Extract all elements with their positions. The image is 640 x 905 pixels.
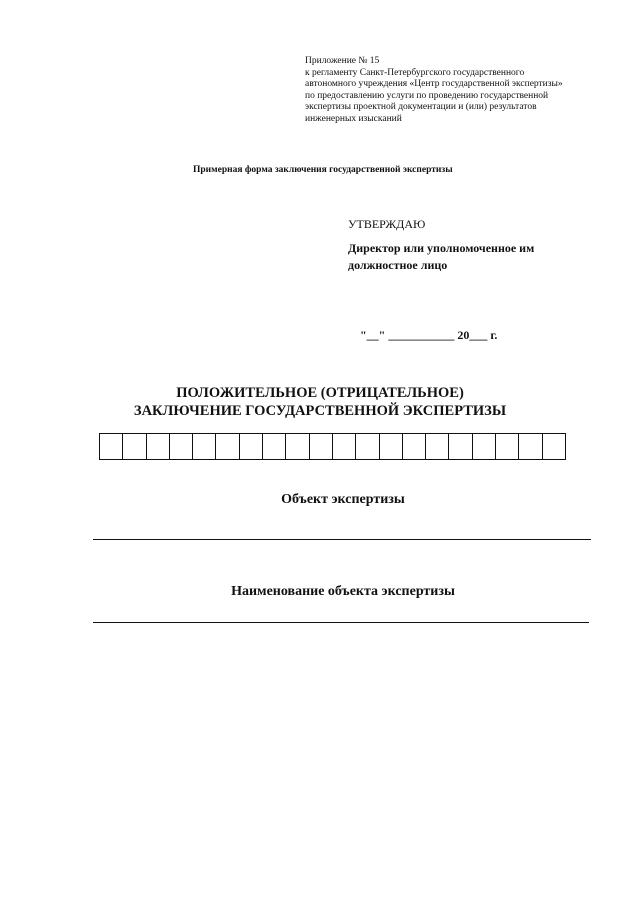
heading-line: ПОЛОЖИТЕЛЬНОЕ (ОТРИЦАТЕЛЬНОЕ) bbox=[176, 385, 464, 401]
number-cell bbox=[240, 433, 263, 460]
approver-line: Директор или уполномоченное им bbox=[348, 241, 535, 255]
number-cell bbox=[449, 433, 472, 460]
object-name-label: Наименование объекта экспертизы bbox=[231, 584, 455, 599]
number-cell bbox=[100, 433, 123, 460]
number-cell bbox=[193, 433, 216, 460]
number-cell bbox=[356, 433, 379, 460]
number-cell bbox=[333, 433, 356, 460]
appendix-line: к регламенту Санкт-Петербургского государственного bbox=[305, 67, 525, 78]
approval-date-line: "__" ___________ 20___ г. bbox=[360, 328, 498, 342]
form-title: Примерная форма заключения государственной экспертизы bbox=[193, 165, 453, 175]
appendix-line: экспертизы проектной документации и (или) результатов bbox=[305, 102, 537, 113]
number-cell bbox=[286, 433, 309, 460]
number-cell bbox=[123, 433, 146, 460]
heading-line: ЗАКЛЮЧЕНИЕ ГОСУДАРСТВЕННОЙ ЭКСПЕРТИЗЫ bbox=[133, 403, 507, 419]
appendix-note bbox=[305, 56, 605, 126]
number-cell bbox=[403, 433, 426, 460]
appendix-line: автономного учреждения «Центр государственной экспертизы» bbox=[305, 79, 563, 90]
number-cell bbox=[496, 433, 519, 460]
number-cell bbox=[147, 433, 170, 460]
object-label: Объект экспертизы bbox=[281, 492, 405, 507]
approve-label: УТВЕРЖДАЮ bbox=[348, 217, 426, 231]
number-cell bbox=[519, 433, 542, 460]
registration-number-cells bbox=[99, 433, 566, 460]
appendix-line: инженерных изысканий bbox=[305, 113, 402, 124]
number-cell bbox=[380, 433, 403, 460]
number-cell bbox=[310, 433, 333, 460]
number-cell bbox=[426, 433, 449, 460]
appendix-line: по предоставлению услуги по проведению государственной bbox=[305, 90, 549, 101]
object-name-underline bbox=[93, 622, 589, 623]
number-cell bbox=[473, 433, 496, 460]
number-cell bbox=[170, 433, 193, 460]
object-underline bbox=[93, 539, 591, 540]
number-cell bbox=[216, 433, 239, 460]
number-cell bbox=[543, 433, 566, 460]
number-cell bbox=[263, 433, 286, 460]
approver-line: должностное лицо bbox=[348, 258, 448, 272]
appendix-line: Приложение № 15 bbox=[305, 56, 380, 66]
approver-block bbox=[348, 240, 578, 274]
conclusion-heading bbox=[0, 384, 640, 420]
